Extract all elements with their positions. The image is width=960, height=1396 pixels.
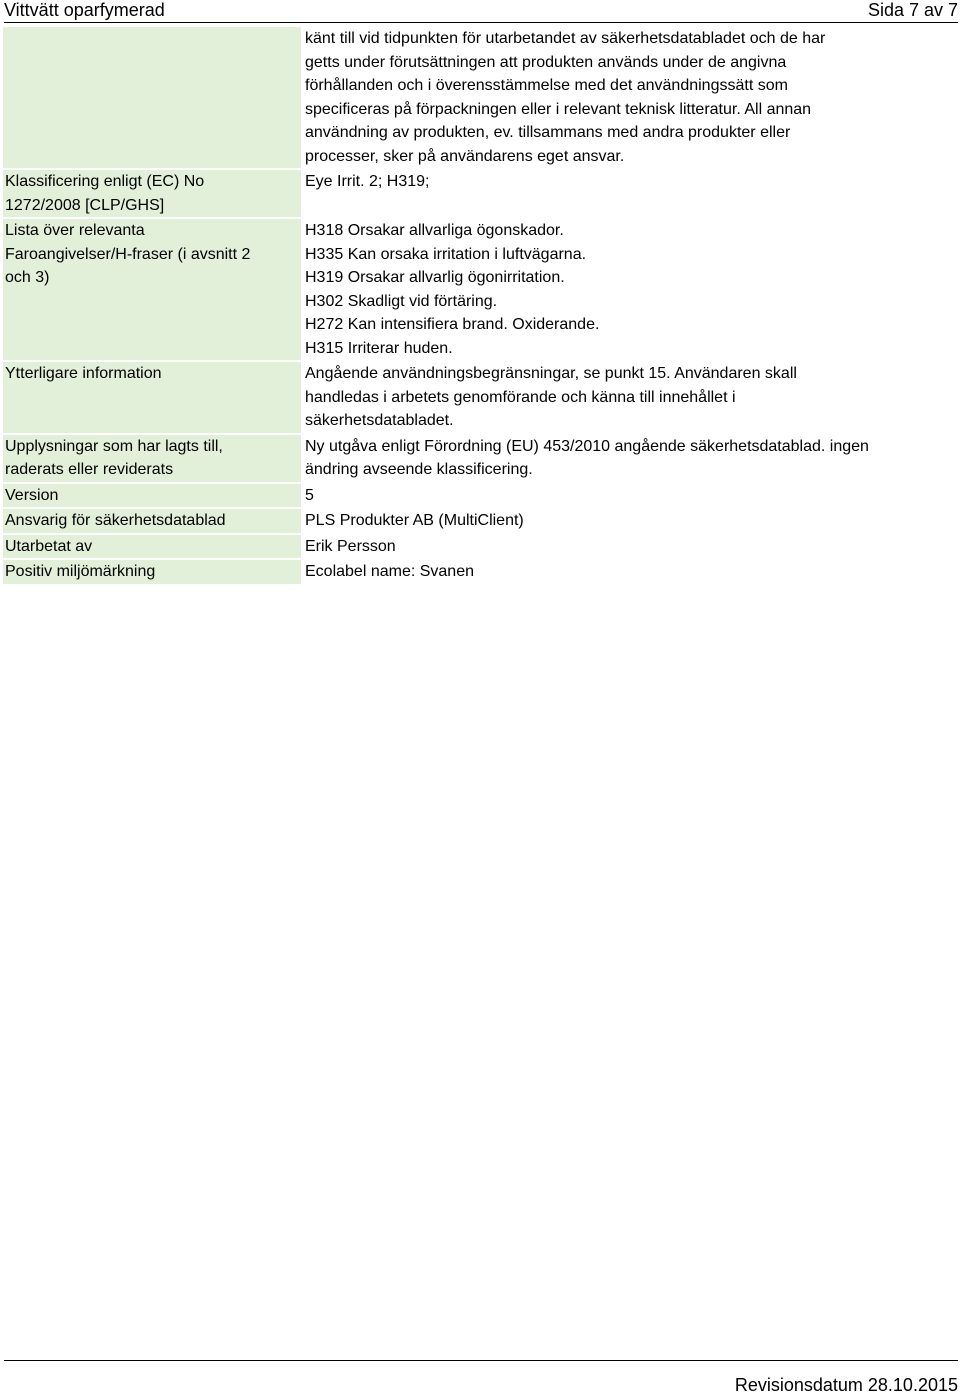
responsible-value: PLS Produkter AB (MultiClient): [305, 512, 524, 529]
page-footer: [4, 1360, 958, 1395]
row-label-empty: [3, 27, 301, 168]
hazard-statement: H318 Orsakar allvarliga ögonskador.: [305, 222, 564, 239]
changes-value: Ny utgåva enligt Förordning (EU) 453/2010 angående säkerhetsdatablad. ingen ändring avseende klassificering.: [305, 437, 869, 478]
hazard-statement: H335 Kan orsaka irritation i luftvägarna.: [305, 245, 587, 263]
hazard-statement: H315 Irriterar huden.: [305, 339, 453, 357]
hazard-statement: H272 Kan intensifiera brand. Oxiderande.: [305, 316, 600, 333]
product-name: Vittvätt oparfymerad: [4, 0, 165, 20]
additional-info-label: Ytterligare information: [3, 362, 301, 433]
hazard-statements-label: Lista över relevanta Faroangivelser/H-fraser (i avsnitt 2 och 3): [3, 219, 301, 360]
prepared-by-label: Utarbetat av: [3, 535, 301, 559]
responsible-label: Ansvarig för säkerhetsdatablad: [3, 509, 301, 533]
revision-date: Revisionsdatum 28.10.2015: [734, 1375, 958, 1395]
row-version: [3, 484, 933, 510]
version-label: Version: [3, 484, 301, 508]
row-changes: [3, 435, 933, 484]
page-header: [4, 0, 958, 23]
additional-info-value: Angående användningsbegränsningar, se punkt 15. Användaren skall handledas i arbetets genomförande och känna till innehållet i säkerhetsdatabladet.: [305, 365, 797, 429]
prepared-by-value: Erik Persson: [305, 537, 396, 555]
row-classification: [3, 170, 933, 219]
row-eco-label: [3, 560, 933, 586]
hazard-statement: H302 Skadligt vid förtäring.: [305, 292, 498, 310]
row-prepared-by: [3, 535, 933, 561]
eco-label-value: Ecolabel name: Svanen: [305, 563, 474, 580]
eco-label-label: Positiv miljömärkning: [3, 560, 301, 584]
classification-label: Klassificering enligt (EC) No 1272/2008 [CLP/GHS]: [3, 170, 301, 217]
row-hazard-statements: [3, 219, 933, 362]
changes-label: Upplysningar som har lagts till, raderats eller reviderats: [3, 435, 301, 482]
version-value: 5: [305, 486, 314, 504]
row-intro: [3, 27, 933, 170]
page-number: Sida 7 av 7: [867, 0, 958, 20]
classification-value: Eye Irrit. 2; H319;: [305, 173, 430, 190]
sds-section-table: [3, 27, 933, 586]
row-responsible: [3, 509, 933, 535]
hazard-statement: H319 Orsakar allvarlig ögonirritation.: [305, 269, 565, 286]
intro-text: känt till vid tidpunkten för utarbetandet av säkerhetsdatabladet och de har getts under förutsättningen att produkten används under de angivna förhållanden och i överensstämmelse med det användningssätt som specificeras på förpackningen eller i relevant teknisk litteratur. All annan användning av produkten, ev. tillsammans med andra produkter eller processer, sker på användarens eget ansvar.: [305, 30, 826, 165]
row-additional-info: [3, 362, 933, 435]
hazard-statements-list: [301, 219, 933, 360]
